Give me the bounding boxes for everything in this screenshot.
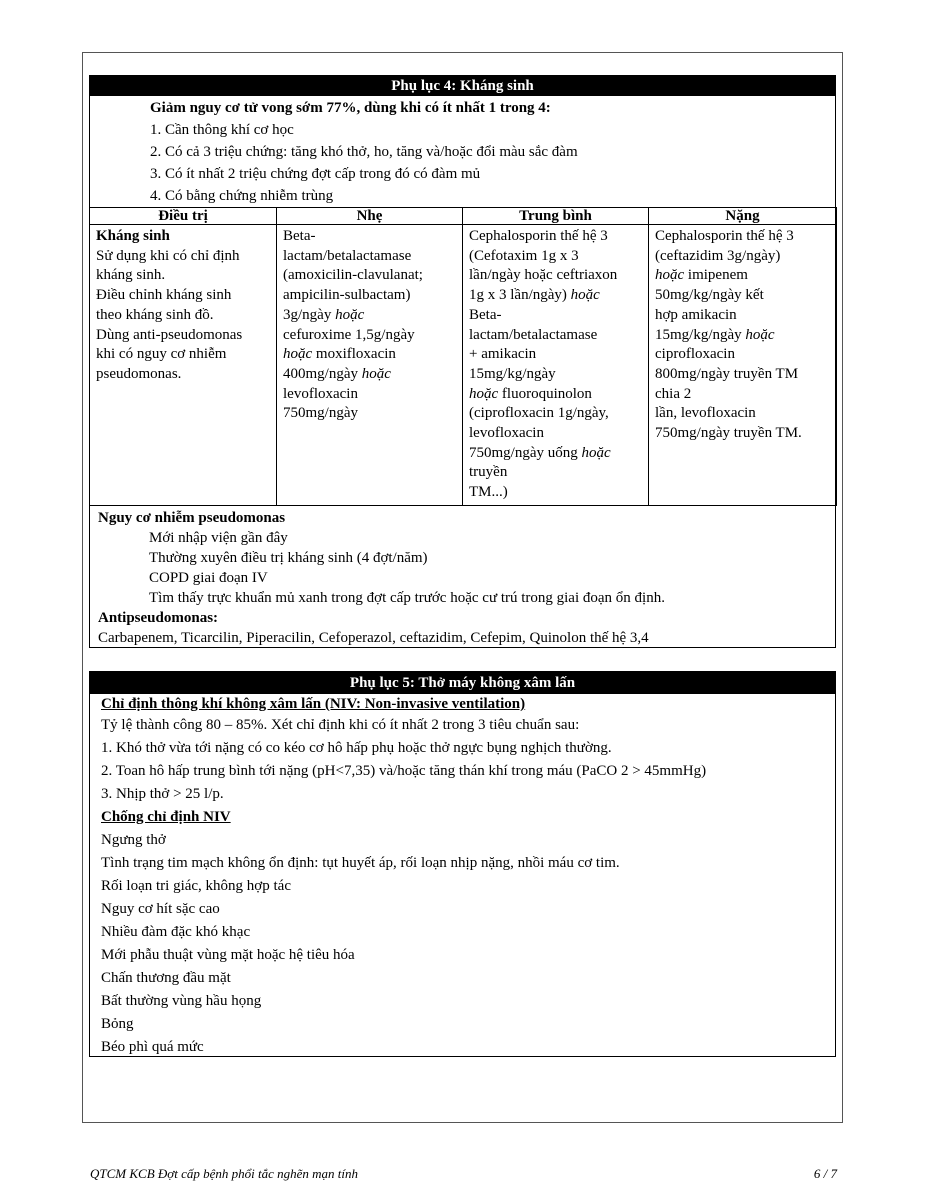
- cell-text: (amoxicilin-clavulanat;: [283, 267, 423, 284]
- cell-text: 50mg/kg/ngày kết: [655, 287, 764, 304]
- footer-page-number: 6 / 7: [813, 1166, 837, 1181]
- niv-indication-item: 1. Khó thở vừa tới nặng có co kéo cơ hô hấp phụ hoặc thở ngực bụng nghịch thường.: [101, 740, 612, 756]
- cell-text: 800mg/ngày truyền TM: [655, 365, 799, 382]
- cell-text: lactam/betalactamase: [283, 247, 412, 264]
- cell-mild: [277, 225, 463, 506]
- pseudomonas-risk-title: Nguy cơ nhiễm pseudomonas: [98, 509, 286, 526]
- cell-text: 15mg/kg/ngày: [469, 365, 556, 382]
- table-row: [90, 225, 837, 506]
- antipseudomonas-list: Carbapenem, Ticarcilin, Piperacilin, Cefoperazol, ceftazidim, Cefepim, Quinolon thế hệ 3,4: [98, 629, 649, 646]
- niv-indication-intro: Tỷ lệ thành công 80 – 85%. Xét chỉ định khi có ít nhất 2 trong 3 tiêu chuẩn sau:: [101, 717, 580, 733]
- contraindication-item: Bỏng: [101, 1016, 134, 1032]
- cell-text: levofloxacin: [283, 385, 358, 402]
- cell-text: 750mg/ngày uống hoặc: [469, 444, 611, 461]
- cell-text: Cephalosporin thế hệ 3: [469, 228, 608, 244]
- cell-text: + amikacin: [469, 346, 537, 363]
- risk-item: Thường xuyên điều trị kháng sinh (4 đợt/năm): [149, 549, 428, 566]
- cell-text: (Cefotaxim 1g x 3: [469, 247, 579, 264]
- cell-text: Beta-: [469, 306, 502, 323]
- contraindication-item: Tình trạng tim mạch không ổn định: tụt huyết áp, rối loạn nhịp nặng, nhồi máu cơ tim.: [101, 855, 620, 871]
- cell-text: 750mg/ngày truyền TM.: [655, 425, 802, 442]
- cell-text: Cephalosporin thế hệ 3: [655, 228, 794, 244]
- cell-text: lần, levofloxacin: [655, 405, 756, 422]
- cell-text: Dùng anti-pseudomonas: [96, 326, 243, 343]
- cell-text: 400mg/ngày hoặc: [283, 365, 391, 382]
- cell-text: 15mg/kg/ngày hoặc: [655, 326, 775, 343]
- appendix-4-header: Phụ lục 4: Kháng sinh: [90, 76, 835, 96]
- column-header: Nhẹ: [277, 208, 463, 225]
- niv-contraindication-title: Chống chỉ định NIV: [101, 809, 231, 825]
- niv-indication-title: Chỉ định thông khí không xâm lấn (NIV: Non-invasive ventilation): [101, 696, 526, 712]
- contraindication-item: Nhiều đàm đặc khó khạc: [101, 924, 251, 940]
- risk-item: Tìm thấy trực khuẩn mủ xanh trong đợt cấp trước hoặc cư trú trong giai đoạn ổn định.: [149, 589, 665, 606]
- cell-text: pseudomonas.: [96, 365, 182, 382]
- cell-text: ciprofloxacin: [655, 346, 735, 363]
- cell-text: 750mg/ngày: [283, 405, 358, 422]
- cell-moderate: [463, 225, 649, 506]
- cell-text: cefuroxime 1,5g/ngày: [283, 326, 415, 343]
- contraindication-item: Ngưng thở: [101, 832, 166, 848]
- contraindication-item: Nguy cơ hít sặc cao: [101, 901, 220, 917]
- cell-text: (ciprofloxacin 1g/ngày,: [469, 405, 609, 422]
- cell-text: Điều chỉnh kháng sinh: [96, 287, 232, 304]
- cell-text: kháng sinh.: [96, 267, 166, 284]
- cell-text: lactam/betalactamase: [469, 326, 598, 343]
- column-header: Trung bình: [463, 208, 649, 225]
- antipseudomonas-title: Antipseudomonas:: [98, 609, 219, 626]
- cell-text: truyền: [469, 464, 508, 481]
- table-header-row: [90, 208, 837, 225]
- cell-text: Sử dụng khi có chỉ định: [96, 247, 240, 264]
- contraindication-item: Béo phì quá mức: [101, 1039, 204, 1055]
- cell-text: Beta-: [283, 228, 316, 244]
- criteria-item: 3. Có ít nhất 2 triệu chứng đợt cấp trong đó có đàm mủ: [150, 166, 481, 182]
- cell-text: 1g x 3 lần/ngày) hoặc: [469, 287, 600, 304]
- risk-item: Mới nhập viện gần đây: [149, 529, 288, 546]
- column-header: Điều trị: [90, 208, 277, 225]
- contraindication-item: Rối loạn tri giác, không hợp tác: [101, 878, 291, 894]
- cell-text: hợp amikacin: [655, 306, 737, 323]
- contraindication-item: Chấn thương đầu mặt: [101, 970, 231, 986]
- cell-text: theo kháng sinh đồ.: [96, 306, 214, 323]
- cell-text: (ceftazidim 3g/ngày): [655, 247, 781, 264]
- cell-text: khi có nguy cơ nhiễm: [96, 346, 227, 363]
- criteria-item: 2. Có cả 3 triệu chứng: tăng khó thở, ho, tăng và/hoặc đổi màu sắc đàm: [150, 144, 578, 160]
- appendix-5-box: [89, 671, 836, 1057]
- cell-text: hoặc moxifloxacin: [283, 346, 396, 363]
- appendix-4-intro: Giảm nguy cơ tử vong sớm 77%, dùng khi có ít nhất 1 trong 4:: [150, 100, 551, 116]
- cell-text: hoặc imipenem: [655, 267, 748, 284]
- niv-indication-item: 2. Toan hô hấp trung bình tới nặng (pH<7,35) và/hoặc tăng thán khí trong máu (PaCO 2 > 45mmHg): [101, 763, 707, 779]
- contraindication-item: Mới phẫu thuật vùng mặt hoặc hệ tiêu hóa: [101, 947, 355, 963]
- cell-text: lần/ngày hoặc ceftriaxon: [469, 267, 618, 284]
- column-header: Nặng: [649, 208, 837, 225]
- cell-text: ampicilin-sulbactam): [283, 287, 411, 304]
- cell-title: Kháng sinh: [96, 228, 170, 244]
- footer-document-title: QTCM KCB Đợt cấp bệnh phổi tắc nghẽn mạn tính: [90, 1166, 359, 1181]
- cell-text: 3g/ngày hoặc: [283, 306, 365, 323]
- cell-text: TM...): [469, 484, 508, 501]
- antibiotic-table: [89, 207, 837, 506]
- contraindication-item: Bất thường vùng hầu họng: [101, 993, 262, 1009]
- risk-item: COPD giai đoạn IV: [149, 569, 268, 586]
- criteria-item: 1. Cần thông khí cơ học: [150, 122, 294, 138]
- appendix-5-header: Phụ lục 5: Thở máy không xâm lấn: [90, 672, 835, 694]
- cell-text: levofloxacin: [469, 425, 544, 442]
- cell-treatment: [90, 225, 277, 506]
- cell-severe: [649, 225, 837, 506]
- niv-indication-item: 3. Nhịp thở > 25 l/p.: [101, 786, 224, 802]
- criteria-item: 4. Có bằng chứng nhiễm trùng: [150, 188, 334, 204]
- cell-text: hoặc fluoroquinolon: [469, 385, 592, 402]
- appendix-4-box: [89, 75, 836, 648]
- cell-text: chia 2: [655, 385, 692, 402]
